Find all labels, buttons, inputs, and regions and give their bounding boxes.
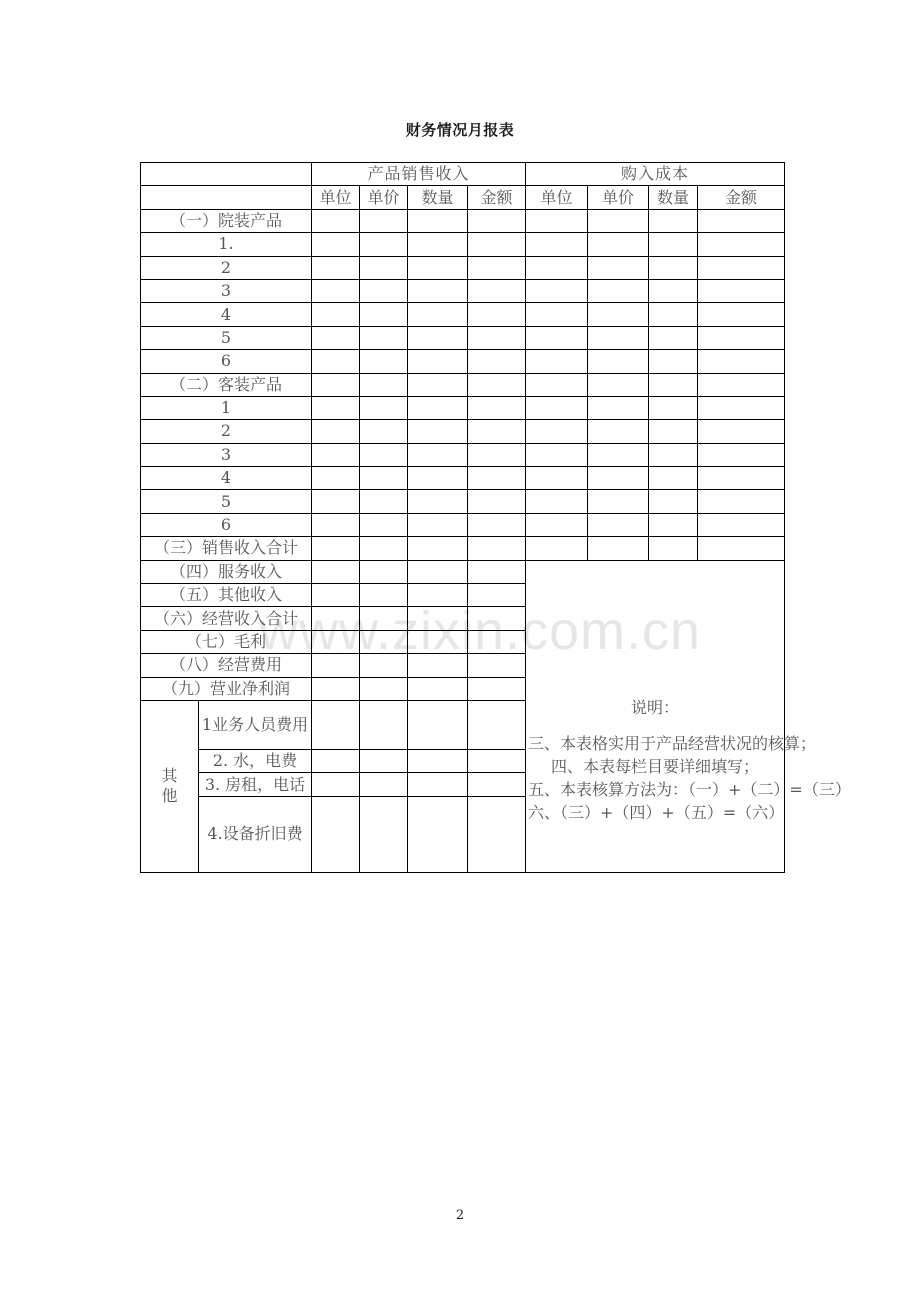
empty-cell bbox=[312, 677, 360, 700]
empty-cell bbox=[312, 560, 360, 583]
row-label: 5 bbox=[141, 326, 312, 349]
empty-cell bbox=[649, 396, 698, 419]
empty-cell bbox=[408, 630, 468, 653]
table-row bbox=[141, 513, 785, 536]
empty-cell bbox=[698, 513, 785, 536]
empty-cell bbox=[588, 513, 649, 536]
empty-cell bbox=[468, 773, 526, 796]
empty-cell bbox=[360, 373, 408, 396]
empty-cell bbox=[588, 233, 649, 256]
row-label: 3 bbox=[141, 279, 312, 302]
empty-cell bbox=[312, 773, 360, 796]
empty-cell bbox=[408, 607, 468, 630]
empty-cell bbox=[468, 326, 526, 349]
empty-cell bbox=[360, 513, 408, 536]
empty-cell bbox=[588, 209, 649, 232]
table-row bbox=[141, 256, 785, 279]
empty-cell bbox=[312, 326, 360, 349]
empty-cell bbox=[588, 256, 649, 279]
empty-cell bbox=[468, 443, 526, 466]
empty-cell bbox=[312, 584, 360, 607]
empty-cell bbox=[312, 303, 360, 326]
empty-cell bbox=[408, 467, 468, 490]
empty-cell bbox=[649, 350, 698, 373]
empty-cell bbox=[588, 303, 649, 326]
sales-price-header: 单价 bbox=[360, 186, 408, 209]
empty-cell bbox=[360, 443, 408, 466]
empty-cell bbox=[698, 396, 785, 419]
empty-cell bbox=[360, 537, 408, 560]
empty-cell bbox=[649, 303, 698, 326]
empty-cell bbox=[526, 373, 588, 396]
empty-cell bbox=[698, 350, 785, 373]
report-title: 财务情况月报表 bbox=[405, 121, 515, 139]
empty-cell bbox=[468, 654, 526, 677]
empty-cell bbox=[360, 396, 408, 419]
empty-cell bbox=[408, 513, 468, 536]
empty-cell bbox=[698, 537, 785, 560]
empty-cell bbox=[360, 350, 408, 373]
empty-cell bbox=[468, 700, 526, 749]
empty-cell bbox=[408, 749, 468, 772]
empty-cell bbox=[468, 749, 526, 772]
empty-cell bbox=[312, 490, 360, 513]
empty-cell bbox=[468, 607, 526, 630]
empty-cell bbox=[649, 467, 698, 490]
other-item: 2. 水，电费 bbox=[199, 749, 312, 772]
other-label-top: 其 bbox=[161, 766, 178, 786]
row-label: （三）销售收入合计 bbox=[141, 537, 312, 560]
empty-cell bbox=[360, 630, 408, 653]
row-label: 1. bbox=[141, 233, 312, 256]
table-row bbox=[141, 420, 785, 443]
empty-cell bbox=[588, 467, 649, 490]
empty-cell bbox=[698, 279, 785, 302]
empty-cell bbox=[649, 443, 698, 466]
sales-income-header: 产品销售收入 bbox=[312, 163, 526, 186]
finance-report-table bbox=[140, 162, 851, 873]
empty-cell bbox=[588, 326, 649, 349]
empty-cell bbox=[468, 396, 526, 419]
empty-cell bbox=[468, 513, 526, 536]
empty-cell bbox=[408, 233, 468, 256]
empty-cell bbox=[312, 513, 360, 536]
empty-cell bbox=[312, 209, 360, 232]
row-label: 6 bbox=[141, 350, 312, 373]
empty-cell bbox=[360, 607, 408, 630]
row-label: （六）经营收入合计 bbox=[141, 607, 312, 630]
sales-qty-header: 数量 bbox=[408, 186, 468, 209]
table-row bbox=[141, 396, 785, 419]
empty-cell bbox=[526, 537, 588, 560]
sales-unit-header: 单位 bbox=[312, 186, 360, 209]
empty-cell bbox=[698, 209, 785, 232]
row-label: 6 bbox=[141, 513, 312, 536]
empty-cell bbox=[649, 279, 698, 302]
row-label: （一）院装产品 bbox=[141, 209, 312, 232]
empty-cell bbox=[468, 584, 526, 607]
empty-cell bbox=[408, 420, 468, 443]
empty-cell bbox=[468, 279, 526, 302]
empty-cell bbox=[312, 700, 360, 749]
empty-cell bbox=[468, 373, 526, 396]
purchase-cost-header: 购入成本 bbox=[526, 163, 785, 186]
note-line: 六、（三）+（四）+（五）=（六） bbox=[528, 803, 785, 823]
empty-cell bbox=[698, 490, 785, 513]
table-row bbox=[141, 490, 785, 513]
empty-cell bbox=[312, 630, 360, 653]
empty-cell bbox=[408, 350, 468, 373]
empty-cell bbox=[526, 420, 588, 443]
empty-cell bbox=[360, 233, 408, 256]
empty-cell bbox=[649, 209, 698, 232]
empty-cell bbox=[468, 630, 526, 653]
empty-cell bbox=[360, 326, 408, 349]
other-group-label bbox=[141, 700, 199, 872]
empty-cell bbox=[408, 256, 468, 279]
row-label: （二）客装产品 bbox=[141, 373, 312, 396]
empty-cell bbox=[649, 233, 698, 256]
row-label: （七）毛利 bbox=[141, 630, 312, 653]
row-label: 5 bbox=[141, 490, 312, 513]
empty-cell bbox=[526, 350, 588, 373]
note-line: 四、本表每栏目要详细填写； bbox=[551, 757, 760, 777]
cost-qty-header: 数量 bbox=[649, 186, 698, 209]
watermark: www.zixin.com.cn bbox=[258, 601, 702, 661]
empty-cell bbox=[698, 467, 785, 490]
empty-cell bbox=[649, 373, 698, 396]
empty-cell bbox=[312, 420, 360, 443]
empty-cell bbox=[360, 467, 408, 490]
empty-cell bbox=[649, 420, 698, 443]
empty-cell bbox=[360, 677, 408, 700]
row-label: 2 bbox=[141, 256, 312, 279]
table-row bbox=[141, 373, 785, 396]
empty-cell bbox=[312, 279, 360, 302]
empty-cell bbox=[649, 537, 698, 560]
empty-cell bbox=[312, 607, 360, 630]
empty-cell bbox=[312, 396, 360, 419]
empty-cell bbox=[408, 584, 468, 607]
empty-cell bbox=[312, 654, 360, 677]
empty-cell bbox=[526, 443, 588, 466]
empty-cell bbox=[468, 537, 526, 560]
row-label: 4 bbox=[141, 467, 312, 490]
empty-cell bbox=[649, 326, 698, 349]
empty-cell bbox=[698, 420, 785, 443]
empty-cell bbox=[526, 256, 588, 279]
empty-cell bbox=[588, 537, 649, 560]
empty-cell bbox=[468, 233, 526, 256]
empty-cell bbox=[360, 654, 408, 677]
empty-cell bbox=[408, 373, 468, 396]
empty-cell bbox=[698, 256, 785, 279]
empty-cell bbox=[526, 467, 588, 490]
empty-cell bbox=[408, 443, 468, 466]
empty-cell bbox=[526, 303, 588, 326]
empty-cell bbox=[468, 303, 526, 326]
empty-cell bbox=[698, 326, 785, 349]
table-row bbox=[141, 279, 785, 302]
empty-cell bbox=[468, 350, 526, 373]
empty-cell bbox=[526, 209, 588, 232]
empty-cell bbox=[312, 537, 360, 560]
other-label-bottom: 他 bbox=[161, 786, 178, 806]
empty-cell bbox=[698, 443, 785, 466]
empty-cell bbox=[312, 796, 360, 872]
row-label: 1 bbox=[141, 396, 312, 419]
notes-panel bbox=[526, 560, 851, 872]
empty-cell bbox=[360, 209, 408, 232]
table-row bbox=[141, 467, 785, 490]
table-row bbox=[141, 537, 785, 560]
notes-heading: 说明： bbox=[631, 698, 680, 718]
empty-cell bbox=[360, 560, 408, 583]
empty-cell bbox=[312, 256, 360, 279]
empty-cell bbox=[360, 279, 408, 302]
note-line: 五、本表核算方法为：（一）+（二）=（三） bbox=[528, 780, 851, 800]
cost-amount-header: 金额 bbox=[698, 186, 785, 209]
note-line: 三、本表格实用于产品经营状况的核算； bbox=[528, 734, 817, 754]
empty-cell bbox=[408, 677, 468, 700]
corner-cell-sub bbox=[141, 186, 312, 209]
empty-cell bbox=[698, 303, 785, 326]
sales-amount-header: 金额 bbox=[468, 186, 526, 209]
empty-cell bbox=[408, 537, 468, 560]
row-label: （四）服务收入 bbox=[141, 560, 312, 583]
empty-cell bbox=[468, 209, 526, 232]
table-row bbox=[141, 209, 785, 232]
empty-cell bbox=[408, 326, 468, 349]
empty-cell bbox=[312, 467, 360, 490]
empty-cell bbox=[588, 396, 649, 419]
empty-cell bbox=[312, 350, 360, 373]
empty-cell bbox=[468, 560, 526, 583]
empty-cell bbox=[408, 490, 468, 513]
empty-cell bbox=[588, 443, 649, 466]
cost-price-header: 单价 bbox=[588, 186, 649, 209]
empty-cell bbox=[649, 256, 698, 279]
row-label: （八）经营费用 bbox=[141, 654, 312, 677]
row-label: 3 bbox=[141, 443, 312, 466]
empty-cell bbox=[698, 233, 785, 256]
table-row bbox=[141, 443, 785, 466]
header-row-sub bbox=[141, 186, 785, 209]
empty-cell bbox=[468, 490, 526, 513]
empty-cell bbox=[408, 654, 468, 677]
empty-cell bbox=[312, 749, 360, 772]
empty-cell bbox=[588, 350, 649, 373]
empty-cell bbox=[526, 233, 588, 256]
empty-cell bbox=[588, 373, 649, 396]
row-label: （五）其他收入 bbox=[141, 584, 312, 607]
other-item: 1业务人员费用 bbox=[199, 700, 312, 749]
empty-cell bbox=[360, 773, 408, 796]
corner-cell bbox=[141, 163, 312, 186]
empty-cell bbox=[468, 796, 526, 872]
empty-cell bbox=[360, 749, 408, 772]
empty-cell bbox=[312, 443, 360, 466]
empty-cell bbox=[312, 233, 360, 256]
empty-cell bbox=[408, 700, 468, 749]
empty-cell bbox=[360, 303, 408, 326]
row-label: 4 bbox=[141, 303, 312, 326]
empty-cell bbox=[649, 513, 698, 536]
empty-cell bbox=[526, 490, 588, 513]
table-row bbox=[141, 350, 785, 373]
empty-cell bbox=[360, 420, 408, 443]
empty-cell bbox=[468, 677, 526, 700]
empty-cell bbox=[468, 467, 526, 490]
header-row-groups bbox=[141, 163, 785, 186]
table-row bbox=[141, 560, 785, 583]
other-item: 3. 房租，电话 bbox=[199, 773, 312, 796]
empty-cell bbox=[526, 513, 588, 536]
table-row bbox=[141, 303, 785, 326]
empty-cell bbox=[360, 796, 408, 872]
empty-cell bbox=[360, 584, 408, 607]
row-label: 2 bbox=[141, 420, 312, 443]
empty-cell bbox=[408, 796, 468, 872]
empty-cell bbox=[360, 700, 408, 749]
cost-unit-header: 单位 bbox=[526, 186, 588, 209]
empty-cell bbox=[526, 326, 588, 349]
empty-cell bbox=[408, 303, 468, 326]
empty-cell bbox=[526, 279, 588, 302]
page-number: 2 bbox=[455, 1208, 465, 1223]
other-item: 4.设备折旧费 bbox=[199, 796, 312, 872]
empty-cell bbox=[649, 490, 698, 513]
table-row bbox=[141, 326, 785, 349]
empty-cell bbox=[588, 420, 649, 443]
empty-cell bbox=[408, 209, 468, 232]
empty-cell bbox=[408, 279, 468, 302]
empty-cell bbox=[588, 490, 649, 513]
empty-cell bbox=[588, 279, 649, 302]
empty-cell bbox=[468, 420, 526, 443]
empty-cell bbox=[468, 256, 526, 279]
empty-cell bbox=[526, 396, 588, 419]
empty-cell bbox=[408, 396, 468, 419]
row-label: （九）营业净利润 bbox=[141, 677, 312, 700]
empty-cell bbox=[312, 373, 360, 396]
empty-cell bbox=[698, 373, 785, 396]
empty-cell bbox=[408, 773, 468, 796]
table-row bbox=[141, 233, 785, 256]
empty-cell bbox=[360, 256, 408, 279]
empty-cell bbox=[360, 490, 408, 513]
empty-cell bbox=[408, 560, 468, 583]
